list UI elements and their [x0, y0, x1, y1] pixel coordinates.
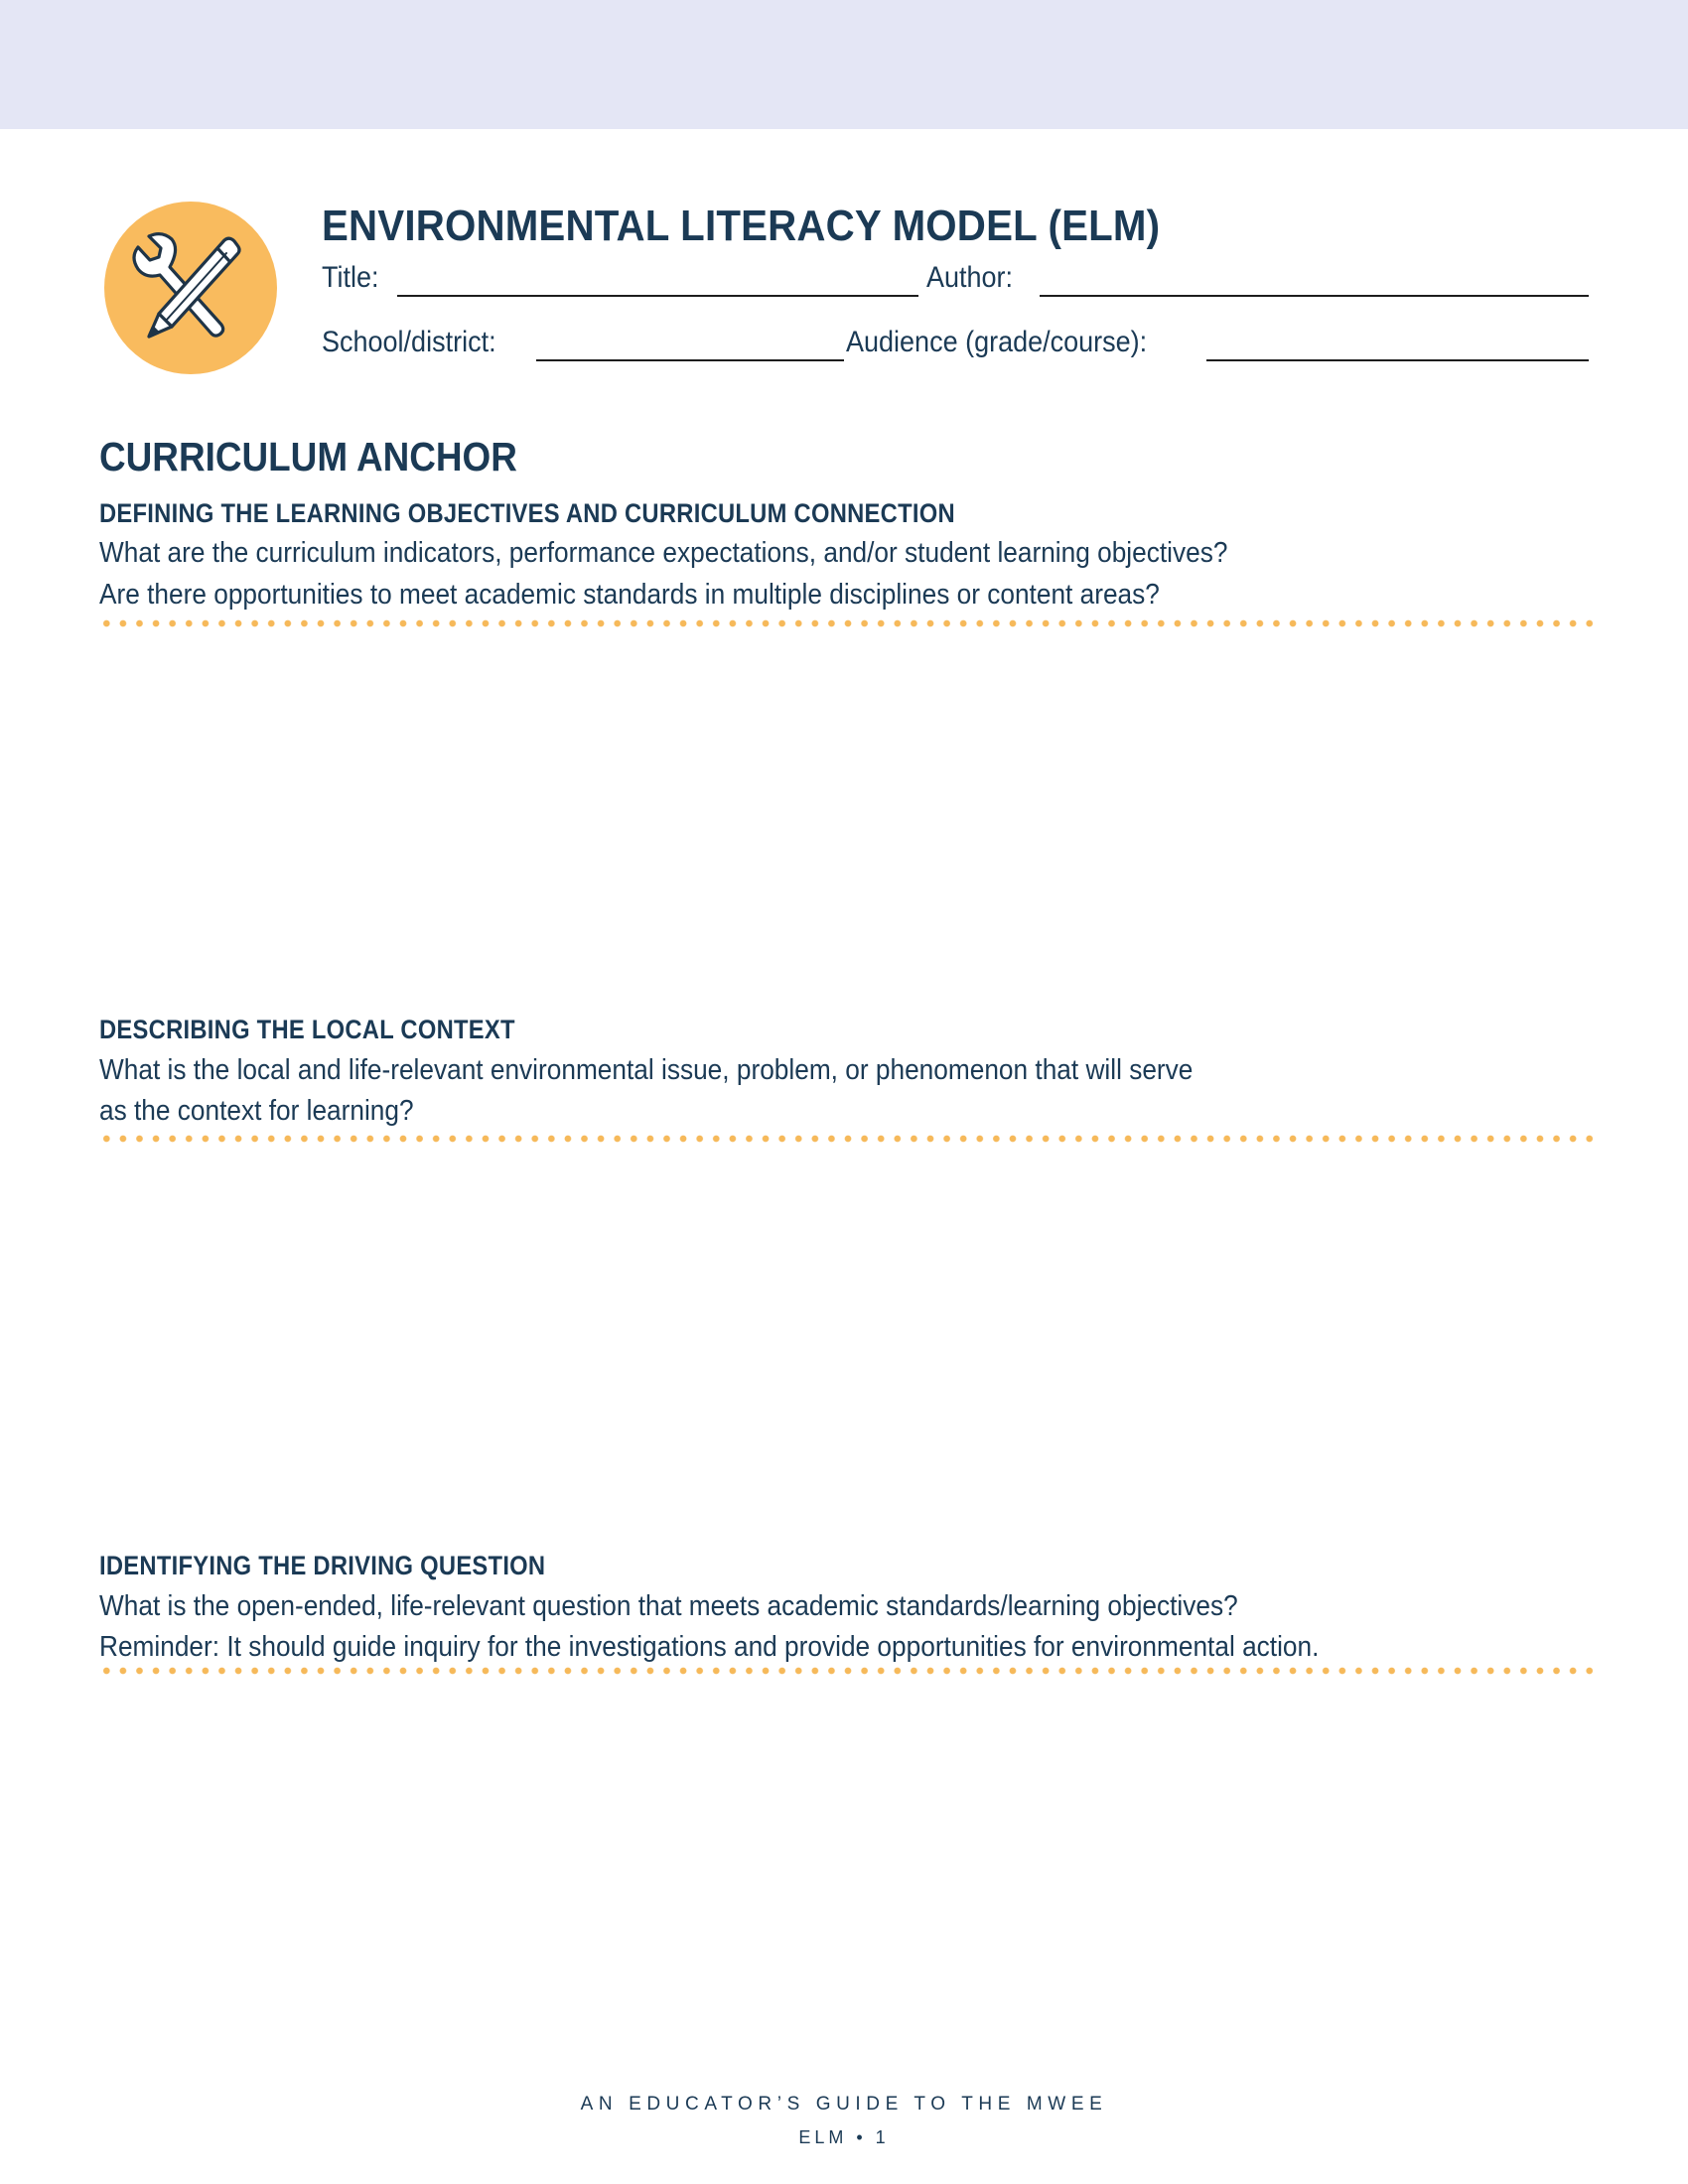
- author-field[interactable]: [1040, 295, 1589, 297]
- local-context-prompt-line-1: What is the local and life-relevant environmental issue, problem, or phenomenon that will serve: [99, 1054, 1194, 1086]
- title-label: Title:: [322, 261, 379, 294]
- local-context-answer-area[interactable]: [99, 1152, 1589, 1529]
- objectives-prompt-line-1: What are the curriculum indicators, performance expectations, and/or student learning objectives?: [99, 537, 1228, 569]
- footer-guide-title: AN EDUCATOR’S GUIDE TO THE MWEE: [580, 2094, 1108, 2115]
- page-title: ENVIRONMENTAL LITERACY MODEL (ELM): [322, 202, 1161, 250]
- school-district-field[interactable]: [536, 359, 844, 361]
- tools-badge: [104, 202, 277, 374]
- driving-question-heading: IDENTIFYING THE DRIVING QUESTION: [99, 1551, 546, 1580]
- driving-question-prompt-line-1: What is the open-ended, life-relevant question that meets academic standards/learning objectives?: [99, 1590, 1238, 1622]
- dotted-divider: [98, 619, 1594, 627]
- author-label: Author:: [926, 261, 1014, 294]
- local-context-prompt-line-2: as the context for learning?: [99, 1095, 414, 1127]
- title-field[interactable]: [397, 295, 918, 297]
- section-title: CURRICULUM ANCHOR: [99, 434, 517, 479]
- objectives-heading: DEFINING THE LEARNING OBJECTIVES AND CURRICULUM CONNECTION: [99, 498, 955, 528]
- audience-label: Audience (grade/course):: [846, 326, 1148, 358]
- driving-question-answer-area[interactable]: [99, 1683, 1589, 2060]
- local-context-heading: DESCRIBING THE LOCAL CONTEXT: [99, 1015, 515, 1044]
- dotted-divider: [98, 1135, 1594, 1143]
- audience-field[interactable]: [1206, 359, 1589, 361]
- dotted-divider: [98, 1667, 1594, 1675]
- objectives-prompt-line-2: Are there opportunities to meet academic standards in multiple disciplines or content areas?: [99, 579, 1160, 611]
- wrench-and-pencil-icon: [104, 202, 277, 374]
- driving-question-prompt-line-2: Reminder: It should guide inquiry for the investigations and provide opportunities for environmental action.: [99, 1631, 1320, 1663]
- objectives-answer-area[interactable]: [99, 635, 1589, 993]
- footer-page-number: ELM • 1: [798, 2127, 890, 2147]
- top-banner: [0, 0, 1688, 129]
- school-district-label: School/district:: [322, 326, 496, 358]
